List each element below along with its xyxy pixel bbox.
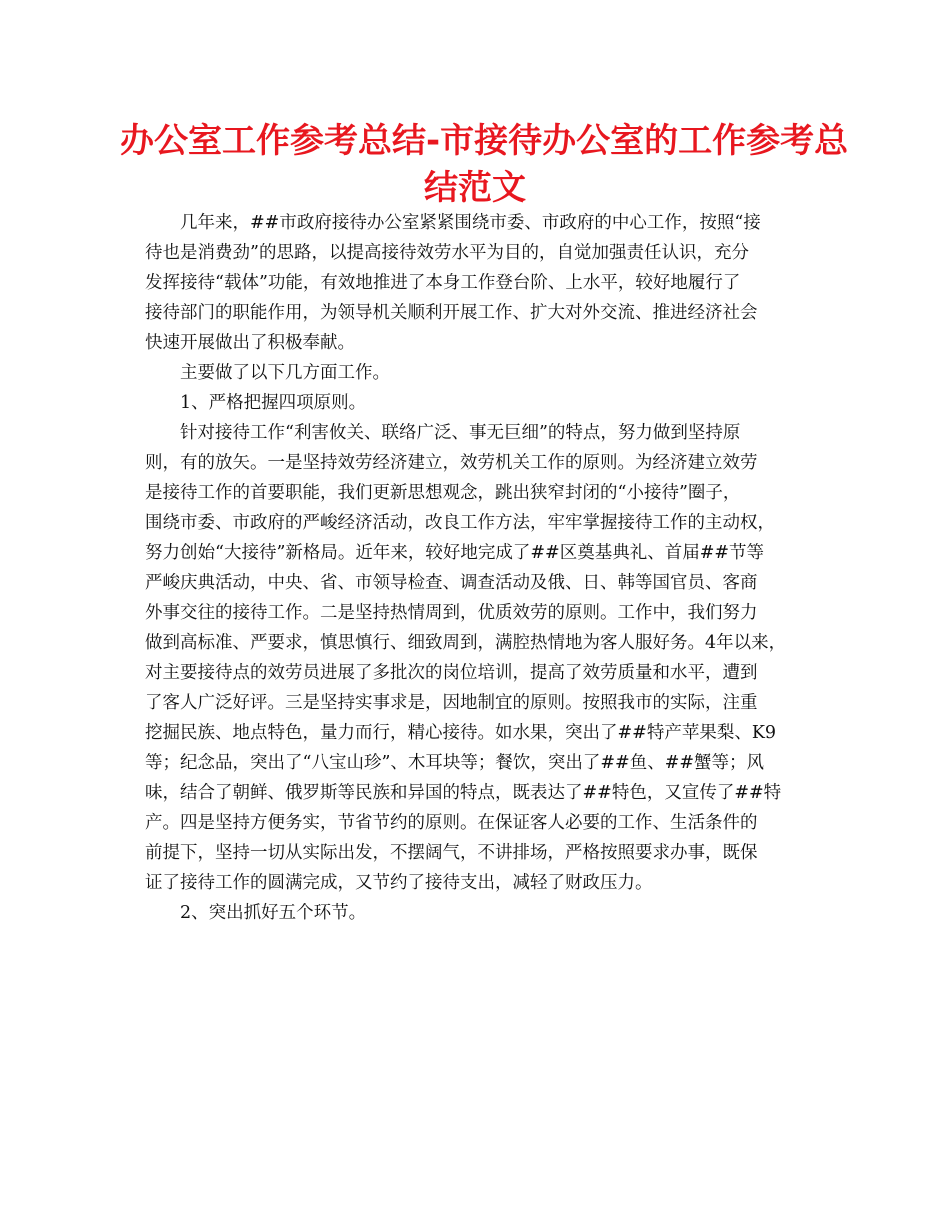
title-line: 结范文 xyxy=(424,168,526,208)
text-line: 严峻庆典活动，中央、省、市领导检查、调查活动及俄、日、韩等国官员、客商 xyxy=(145,573,758,593)
text-line: 等；纪念品，突出了“八宝山珍”、木耳块等；餐饮，突出了##鱼、##蟹等；风 xyxy=(145,753,765,773)
text-line: 是接待工作的首要职能，我们更新思想观念，跳出狭窄封闭的“小接待”圈子， xyxy=(145,483,741,503)
text-line: 外事交往的接待工作。二是坚持热情周到，优质效劳的原则。工作中，我们努力 xyxy=(145,603,758,623)
title-line: 办公室工作参考总结-市接待办公室的工作参考总 xyxy=(120,121,849,161)
text-line: 了客人广泛好评。三是坚持实事求是，因地制宜的原则。按照我市的实际，注重 xyxy=(145,693,758,713)
text-line: 针对接待工作“利害攸关、联络广泛、事无巨细”的特点，努力做到坚持原 xyxy=(180,423,741,443)
text-line: 发挥接待“载体”功能，有效地推进了本身工作登台阶、上水平，较好地履行了 xyxy=(145,273,741,293)
text-line: 围绕市委、市政府的严峻经济活动，改良工作方法，牢牢掌握接待工作的主动权， xyxy=(145,513,775,533)
text-line: 几年来，##市政府接待办公室紧紧围绕市委、市政府的中心工作，按照“接 xyxy=(180,213,761,233)
text-line: 2、突出抓好五个环节。 xyxy=(180,903,367,923)
paragraph-intro xyxy=(145,208,825,358)
section-heading-1 xyxy=(145,388,825,418)
text-line: 则，有的放矢。一是坚持效劳经济建立，效劳机关工作的原则。为经济建立效劳 xyxy=(145,453,758,473)
paragraph-summary xyxy=(145,358,825,388)
text-line: 对主要接待点的效劳员进展了多批次的岗位培训，提高了效劳质量和水平，遭到 xyxy=(145,663,758,683)
paragraph-principles xyxy=(145,418,825,898)
text-line: 味，结合了朝鲜、俄罗斯等民族和异国的特点，既表达了##特色，又宣传了##特 xyxy=(145,783,782,803)
text-line: 努力创始“大接待”新格局。近年来，较好地完成了##区奠基典礼、首届##节等 xyxy=(145,543,765,563)
text-line: 前提下，坚持一切从实际出发，不摆阔气，不讲排场，严格按照要求办事，既保 xyxy=(145,843,758,863)
document-title xyxy=(120,118,849,212)
text-line: 做到高标准、严要求，慎思慎行、细致周到，满腔热情地为客人服好务。4年以来， xyxy=(145,633,787,653)
text-line: 挖掘民族、地点特色，量力而行，精心接待。如水果，突出了##特产苹果梨、K9 xyxy=(145,723,777,743)
text-line: 产。四是坚持方便务实，节省节约的原则。在保证客人必要的工作、生活条件的 xyxy=(145,813,758,833)
text-line: 待也是消费劲”的思路，以提高接待效劳水平为目的，自觉加强责任认识，充分 xyxy=(145,243,749,263)
text-line: 主要做了以下几方面工作。 xyxy=(180,363,390,383)
section-heading-2 xyxy=(145,898,825,928)
document-body xyxy=(145,208,825,928)
text-line: 接待部门的职能作用，为领导机关顺利开展工作、扩大对外交流、推进经济社会 xyxy=(145,303,758,323)
text-line: 证了接待工作的圆满完成，又节约了接待支出，减轻了财政压力。 xyxy=(145,873,653,893)
text-line: 快速开展做出了积极奉献。 xyxy=(145,333,355,353)
text-line: 1、严格把握四项原则。 xyxy=(180,393,367,413)
